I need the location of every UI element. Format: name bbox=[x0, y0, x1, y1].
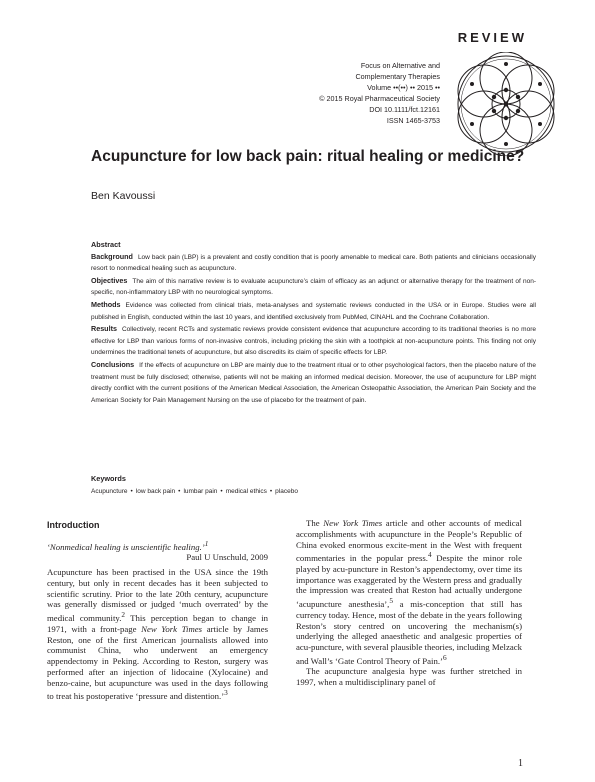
abstract-text: Evidence was collected from clinical trials, meta-analyses and systematic reviews conducted in the USA or in Europe. Studies were all published in English, conducted within the last 10 years, and identified exclusively from PubMed, CINAHL and the Cochrane Collaboration. bbox=[91, 301, 536, 321]
abstract-conclusions bbox=[91, 359, 536, 406]
journal-logo-icon bbox=[452, 52, 560, 156]
epigraph-attribution: Paul U Unschuld, 2009 bbox=[186, 552, 268, 563]
abstract-label: Results bbox=[91, 324, 117, 334]
body-paragraph bbox=[296, 518, 522, 666]
abstract-background bbox=[91, 251, 536, 275]
keyword: Acupuncture bbox=[91, 488, 128, 495]
body-paragraph bbox=[47, 567, 268, 702]
keywords bbox=[91, 472, 536, 498]
citation-ref: 6 bbox=[442, 653, 447, 662]
keyword: low back pain bbox=[135, 488, 176, 495]
keywords-list bbox=[91, 485, 536, 498]
citation-ref: 2 bbox=[121, 611, 126, 620]
body-text-italic: New York Times bbox=[323, 518, 383, 528]
abstract-objectives bbox=[91, 275, 536, 299]
section-label: REVIEW bbox=[457, 30, 527, 45]
section-heading-introduction: Introduction bbox=[47, 520, 100, 530]
citation-ref: 1 bbox=[204, 539, 209, 548]
body-text: a mis-conception that still has currency today. Hence, most of the debate in the years following Reston’s story centred on uncovering the mechanism(s) underlying the alleged anaesthetic and analgesic properties of acu-puncture, with several plausible theories, including Melzack and Wall’s ‘Gate Control Theory of Pain.’ bbox=[296, 599, 522, 666]
abstract-label: Conclusions bbox=[91, 359, 135, 369]
body-right-column bbox=[296, 518, 522, 688]
keywords-heading: Keywords bbox=[91, 474, 126, 483]
keyword: medical ethics bbox=[225, 488, 267, 495]
keyword-separator: • bbox=[178, 488, 181, 495]
journal-info bbox=[319, 60, 440, 126]
epigraph-quote bbox=[47, 539, 268, 553]
keyword-separator: • bbox=[220, 488, 223, 495]
body-paragraph: The acupuncture analgesia hype was further stretched in 1997, when a multidisciplinary panel of bbox=[296, 666, 522, 688]
abstract-text: Low back pain (LBP) is a prevalent and costly condition that is poorly amenable to medical care. Both patients and clinicians occasionally resort to nonmedical healing such as acupuncture. bbox=[91, 253, 536, 273]
keyword-separator: • bbox=[269, 488, 273, 495]
journal-volume: Volume ••(••) •• 2015 •• bbox=[367, 83, 440, 92]
keyword: placebo bbox=[275, 488, 298, 495]
body-left-column bbox=[47, 518, 268, 702]
body-text: The bbox=[306, 518, 324, 528]
article-title: Acupuncture for low back pain: ritual healing or medicine? bbox=[91, 148, 525, 165]
abstract-text: Collectively, recent RCTs and systematic reviews provide consistent evidence that acupuncture according to its traditional theories is no more effective for LBP than various forms of non-invasive controls, including pricking the skin with a toothpick at non-acupuncture points. This finding not only undermines the traditional tenets of acupuncture, but also discredits its claim of specific effects for LBP. bbox=[91, 326, 536, 357]
abstract-label: Objectives bbox=[91, 275, 128, 285]
abstract-text: If the effects of acupuncture on LBP are mainly due to the treatment ritual or to other psychological factors, then the placebo nature of the treatment must be fully disclosed; otherwise, patients will not be making an informed medical decision. Moreover, the use of acupuncture for LBP might directly conflict with the current positions of the American Medical Association, the American Osteopathic Association, the American Pain Society and the American Society for Pain Management Nursing on the use of placebo for the treatment of pain. bbox=[91, 361, 536, 404]
body-text: article by James Reston, one of the first American journalists allowed into communist China, who underwent an emergency appendectomy in Peking. According to Reston, surgery was performed after an injection of lidocaine (Xylocaine) and benzo-caine, but acupuncture was used in the days following to treat his postoperative ‘pressure and distention.’ bbox=[47, 623, 268, 702]
journal-doi: DOI 10.1111/fct.12161 bbox=[369, 105, 440, 114]
abstract-results bbox=[91, 323, 536, 359]
body-text-italic: New York Times bbox=[141, 623, 203, 634]
article-author: Ben Kavoussi bbox=[91, 190, 156, 202]
abstract bbox=[91, 239, 536, 406]
body-text: This perception began to change in 1971, with a front-page bbox=[47, 613, 269, 634]
citation-ref: 3 bbox=[224, 689, 228, 698]
journal-name-line1: Focus on Alternative and bbox=[360, 61, 440, 70]
epigraph-text: ‘Nonmedical healing is unscientific healing.’ bbox=[47, 541, 205, 552]
body-text: Despite the minor role played by acu-puncture in Reston’s appendectomy, over time its importance was exaggerated by the Western press and gradually the impression was created that Reston had actually undergone ‘acupuncture anesthesia’, bbox=[296, 553, 522, 610]
abstract-text: The aim of this narrative review is to evaluate acupuncture’s claim of efficacy as an adjunct or alternative therapy for the treatment of non-specific, non-inflammatory LBP with no neurological symptoms. bbox=[91, 277, 536, 297]
abstract-label: Methods bbox=[91, 299, 121, 309]
keyword: lumbar pain bbox=[183, 488, 218, 495]
journal-name-line2: Complementary Therapies bbox=[355, 72, 440, 81]
abstract-methods bbox=[91, 299, 536, 323]
journal-issn: ISSN 1465-3753 bbox=[386, 116, 440, 125]
citation-ref: 5 bbox=[389, 597, 394, 606]
abstract-label: Background bbox=[91, 251, 133, 261]
abstract-heading: Abstract bbox=[91, 240, 121, 249]
body-text: article and other accounts of medical accomplishments with acupuncture in the People’s Republic of China evoked enormous excite-ment in the West with frequent commentaries in the popular press. bbox=[296, 518, 522, 564]
keyword-separator: • bbox=[130, 488, 133, 495]
citation-ref: 4 bbox=[427, 551, 432, 560]
journal-copyright: © 2015 Royal Pharmaceutical Society bbox=[319, 94, 440, 103]
page-number: 1 bbox=[518, 758, 523, 769]
body-text: Acupuncture has been practised in the USA since the 19th century, but only in recent decades has it been subjected to scientific scrutiny. Prior to the late 20th century, acupuncture was generally dismissed or judged ‘much overrated’ by the medical community. bbox=[47, 567, 268, 624]
